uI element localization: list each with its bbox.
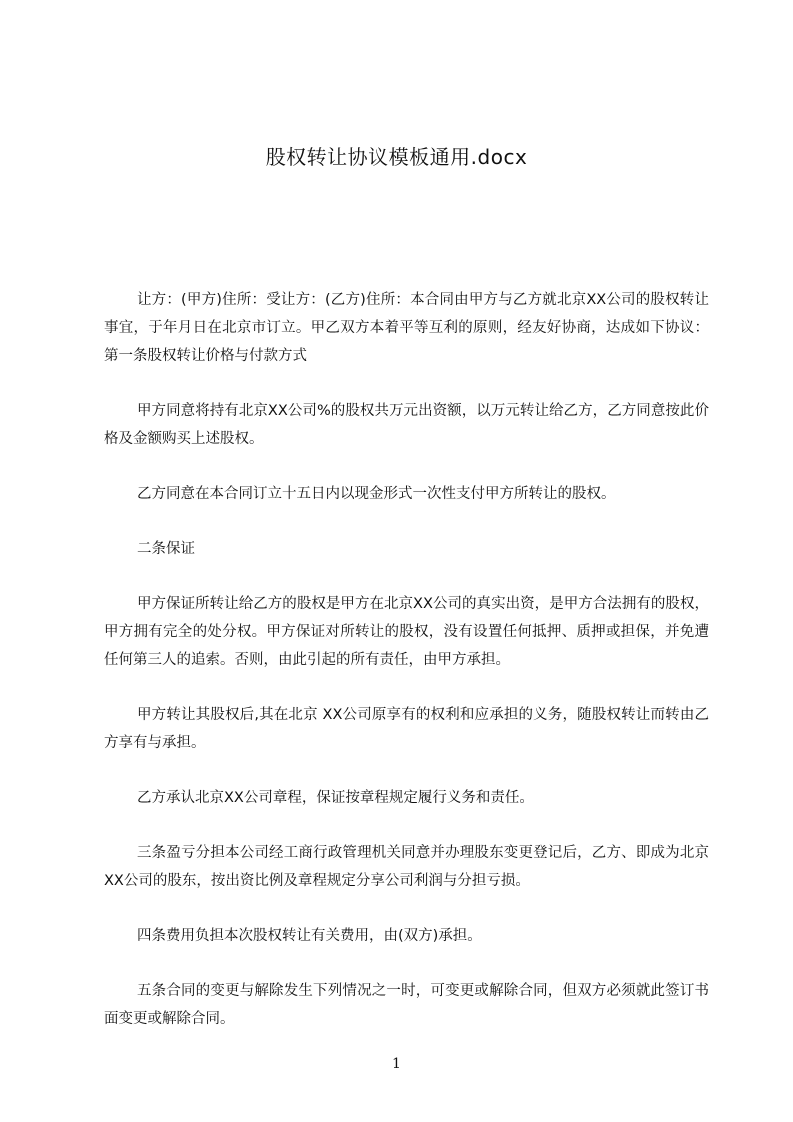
page-number: 1	[392, 1056, 401, 1072]
paragraph-profit-loss: 三条盈亏分担本公司经工商行政管理机关同意并办理股东变更登记后，乙方、即成为北京XX公司的股东，按出资比例及章程规定分享公司利润与分担亏损。	[104, 845, 709, 889]
document-title: 股权转让协议模板通用.docx	[265, 145, 528, 169]
paragraph-rights-transfer: 甲方转让其股权后,其在北京 XX公司原享有的权利和应承担的义务，随股权转让而转由乙方享有与承担。	[104, 707, 709, 751]
paragraph-fees: 四条费用负担本次股权转让有关费用，由(双方)承担。	[137, 928, 482, 944]
paragraph-payment: 乙方同意在本合同订立十五日内以现金形式一次性支付甲方所转让的股权。	[137, 486, 616, 502]
section-heading-guarantee: 二条保证	[137, 541, 195, 557]
paragraph-parties: 让方：(甲方)住所：受让方：(乙方)住所：本合同由甲方与乙方就北京XX公司的股权转让事宜，于年月日在北京市订立。甲乙双方本着平等互利的原则，经友好协商，达成如下协议：第一条股权转让价格与付款方式	[104, 292, 709, 364]
paragraph-articles: 乙方承认北京XX公司章程，保证按章程规定履行义务和责任。	[137, 790, 534, 806]
document-body	[104, 286, 709, 1060]
paragraph-amendment: 五条合同的变更与解除发生下列情况之一时，可变更或解除合同，但双方必须就此签订书面变更或解除合同。	[104, 983, 709, 1027]
paragraph-price: 甲方同意将持有北京XX公司%的股权共万元出资额，以万元转让给乙方，乙方同意按此价格及金额购买上述股权。	[104, 403, 709, 447]
paragraph-guarantee: 甲方保证所转让给乙方的股权是甲方在北京XX公司的真实出资，是甲方合法拥有的股权，甲方拥有完全的处分权。甲方保证对所转让的股权，没有设置任何抵押、质押或担保，并免遭任何第三人的追索。否则，由此引起的所有责任，由甲方承担。	[104, 596, 709, 668]
